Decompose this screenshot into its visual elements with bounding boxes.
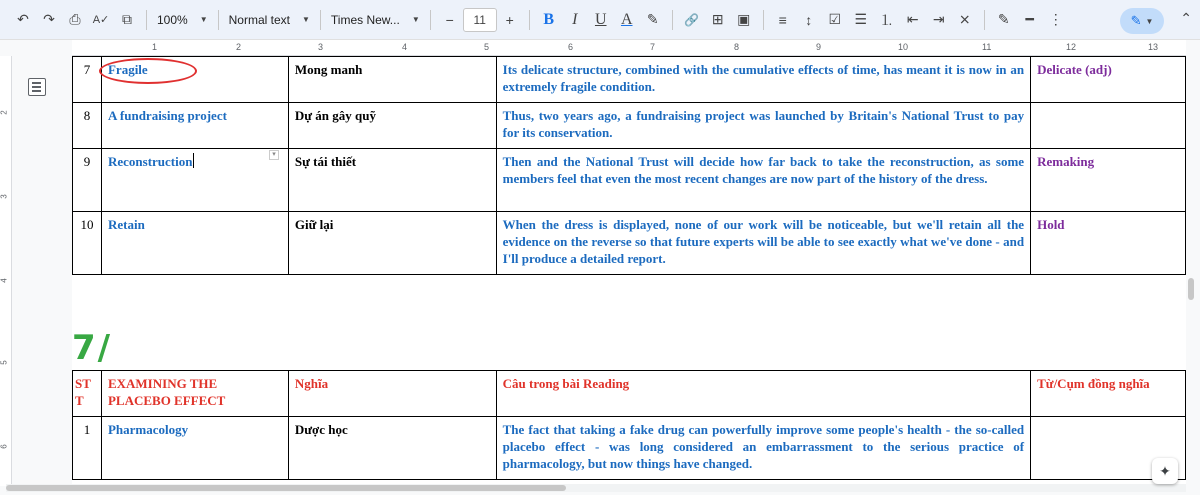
checklist-icon[interactable]: ☑ <box>828 11 842 27</box>
term-cell[interactable]: Retain <box>101 212 288 275</box>
synonym-cell[interactable]: Hold <box>1031 212 1186 275</box>
numbered-list-icon[interactable]: ⒈ <box>879 11 894 28</box>
table-row <box>73 57 1186 103</box>
table-row <box>73 417 1186 480</box>
ruler-number: 2 <box>0 110 9 115</box>
toolbar-divider <box>763 10 764 30</box>
collapse-toolbar-icon[interactable]: ⌃ <box>1180 10 1192 26</box>
term-cell[interactable] <box>101 149 288 212</box>
ruler-number: 12 <box>1066 42 1077 52</box>
line-spacing-icon[interactable]: ↕ <box>805 11 813 28</box>
synonym-cell[interactable]: Delicate (adj) <box>1031 57 1186 103</box>
row-number: 1 <box>73 417 102 480</box>
zoom-select[interactable] <box>153 13 212 27</box>
ruler-number: 1 <box>152 42 158 52</box>
toolbar-divider <box>218 10 219 30</box>
style-value: Normal text <box>228 12 290 27</box>
term-text: Reconstruction <box>107 154 193 169</box>
zoom-value: 100% <box>157 12 188 27</box>
style-select[interactable] <box>225 13 314 27</box>
text-cursor <box>193 153 194 168</box>
chevron-down-icon: ▼ <box>199 15 208 24</box>
meaning-cell[interactable]: Dược học <box>288 417 496 480</box>
border-color-icon[interactable]: ✎ <box>997 11 1010 27</box>
sentence-cell[interactable]: Thus, two years ago, a fundraising project was launched by Britain's National Trust to pay for its conservation. <box>496 103 1030 149</box>
vocabulary-table-1 <box>72 56 1186 275</box>
scrollbar-thumb[interactable] <box>6 485 566 491</box>
vertical-ruler[interactable] <box>0 56 12 486</box>
header-title: EXAMINING THE PLACEBO EFFECT <box>101 371 288 417</box>
meaning-cell[interactable]: Sự tái thiết <box>288 149 496 212</box>
meaning-cell[interactable]: Mong manh <box>288 57 496 103</box>
header-stt: STT <box>73 371 102 417</box>
horizontal-scrollbar[interactable] <box>6 484 1186 492</box>
image-icon[interactable]: ▣ <box>737 11 751 27</box>
term-cell[interactable]: Fragile <box>101 57 288 103</box>
ruler-number: 5 <box>0 360 9 365</box>
underline-button[interactable]: U <box>594 10 607 28</box>
sentence-cell[interactable]: Its delicate structure, combined with the cumulative effects of time, has meant it is now in an extremely fragile condition. <box>496 57 1030 103</box>
term-cell[interactable]: Pharmacology <box>101 417 288 480</box>
ruler-number: 4 <box>0 278 9 283</box>
toolbar-divider <box>984 10 985 30</box>
toolbar-divider <box>146 10 147 30</box>
ruler-number: 13 <box>1148 42 1159 52</box>
ruler-number: 6 <box>568 42 574 52</box>
italic-button[interactable]: I <box>572 10 578 28</box>
toolbar-divider <box>529 10 530 30</box>
comment-icon[interactable]: ⊞ <box>711 11 724 27</box>
vertical-scrollbar-thumb[interactable] <box>1188 278 1194 300</box>
ruler-number: 11 <box>982 42 992 52</box>
toolbar-divider <box>672 10 673 30</box>
link-icon[interactable]: 🔗 <box>684 12 700 27</box>
synonym-cell[interactable]: Remaking <box>1031 149 1186 212</box>
row-number: 10 <box>73 212 102 275</box>
ruler-number: 4 <box>402 42 408 52</box>
chevron-down-icon: ▼ <box>1145 16 1154 26</box>
table-row <box>73 149 1186 212</box>
redo-icon[interactable]: ↷ <box>43 11 55 27</box>
ruler-number: 2 <box>236 42 242 52</box>
table-row <box>73 212 1186 275</box>
document-page[interactable] <box>72 56 1186 486</box>
row-number: 9 <box>73 149 102 212</box>
toolbar <box>0 0 1200 40</box>
increase-font-button[interactable]: + <box>505 11 514 28</box>
document-outline-icon[interactable] <box>28 78 46 96</box>
border-width-icon[interactable]: ━ <box>1025 11 1034 27</box>
highlight-icon[interactable]: ✎ <box>646 11 659 27</box>
ruler-number: 9 <box>816 42 822 52</box>
annotation-ellipse <box>99 58 197 84</box>
ruler-number: 7 <box>650 42 656 52</box>
ruler-number: 6 <box>0 444 9 449</box>
section-number: 7/ <box>72 328 113 368</box>
ruler-number: 5 <box>484 42 490 52</box>
increase-indent-icon[interactable]: ⇥ <box>932 11 945 27</box>
clear-formatting-icon[interactable]: ⨯ <box>958 11 971 27</box>
table-row <box>73 103 1186 149</box>
pencil-icon: ✎ <box>1130 13 1142 28</box>
decrease-indent-icon[interactable]: ⇤ <box>906 11 919 27</box>
sentence-cell[interactable]: When the dress is displayed, none of our work will be noticeable, but we'll retain all the evidence on the reverse so that future experts will be able to see exactly what we've done - and I'll produce a detailed report. <box>496 212 1030 275</box>
ruler-number: 10 <box>898 42 909 52</box>
print-icon[interactable]: ⎙ <box>69 11 81 27</box>
ruler-number: 8 <box>734 42 740 52</box>
undo-icon[interactable]: ↶ <box>17 11 29 27</box>
align-icon[interactable]: ≡ <box>778 11 787 28</box>
editing-mode-button[interactable] <box>1120 8 1164 34</box>
horizontal-ruler[interactable] <box>72 40 1186 56</box>
header-sentence: Câu trong bài Reading <box>496 371 1030 417</box>
ruler-number: 3 <box>318 42 324 52</box>
assistant-sparkle-icon[interactable]: ✦ <box>1152 458 1178 484</box>
vocabulary-table-2 <box>72 370 1186 480</box>
header-meaning: Nghĩa <box>288 371 496 417</box>
chevron-down-icon: ▼ <box>301 15 310 24</box>
more-options-icon[interactable]: ⋮ <box>1048 11 1063 27</box>
toolbar-divider <box>320 10 321 30</box>
toolbar-divider <box>430 10 431 30</box>
row-number: 7 <box>73 57 102 103</box>
synonym-cell[interactable] <box>1031 103 1186 149</box>
ruler-number: 3 <box>0 194 9 199</box>
spellcheck-icon[interactable]: A✓ <box>92 14 110 26</box>
font-select[interactable] <box>327 13 424 27</box>
chevron-down-icon: ▼ <box>411 15 420 24</box>
text-color-button[interactable]: A <box>620 10 633 28</box>
term-cell[interactable]: A fundraising project <box>101 103 288 149</box>
meaning-cell[interactable]: Dự án gây quỹ <box>288 103 496 149</box>
header-synonym: Từ/Cụm đồng nghĩa <box>1031 371 1186 417</box>
sentence-cell[interactable]: Then and the National Trust will decide how far back to take the reconstruction, as some members feel that even the most recent changes are now part of the history of the dress. <box>496 149 1030 212</box>
paint-format-icon[interactable]: ⧉ <box>122 11 132 27</box>
table-header-row <box>73 371 1186 417</box>
sentence-cell[interactable]: The fact that taking a fake drug can powerfully improve some people's health - the so-called placebo effect - was long considered an embarrassment to the serious practice of pharmacology, but now things have changed. <box>496 417 1030 480</box>
bold-button[interactable]: B <box>543 10 555 28</box>
bullet-list-icon[interactable]: ☰ <box>854 11 868 27</box>
font-size-input[interactable]: 11 <box>463 8 497 32</box>
decrease-font-button[interactable]: − <box>445 11 454 28</box>
font-value: Times New... <box>330 12 400 27</box>
cell-dropdown-icon[interactable]: ▾ <box>269 150 279 160</box>
row-number: 8 <box>73 103 102 149</box>
meaning-cell[interactable]: Giữ lại <box>288 212 496 275</box>
